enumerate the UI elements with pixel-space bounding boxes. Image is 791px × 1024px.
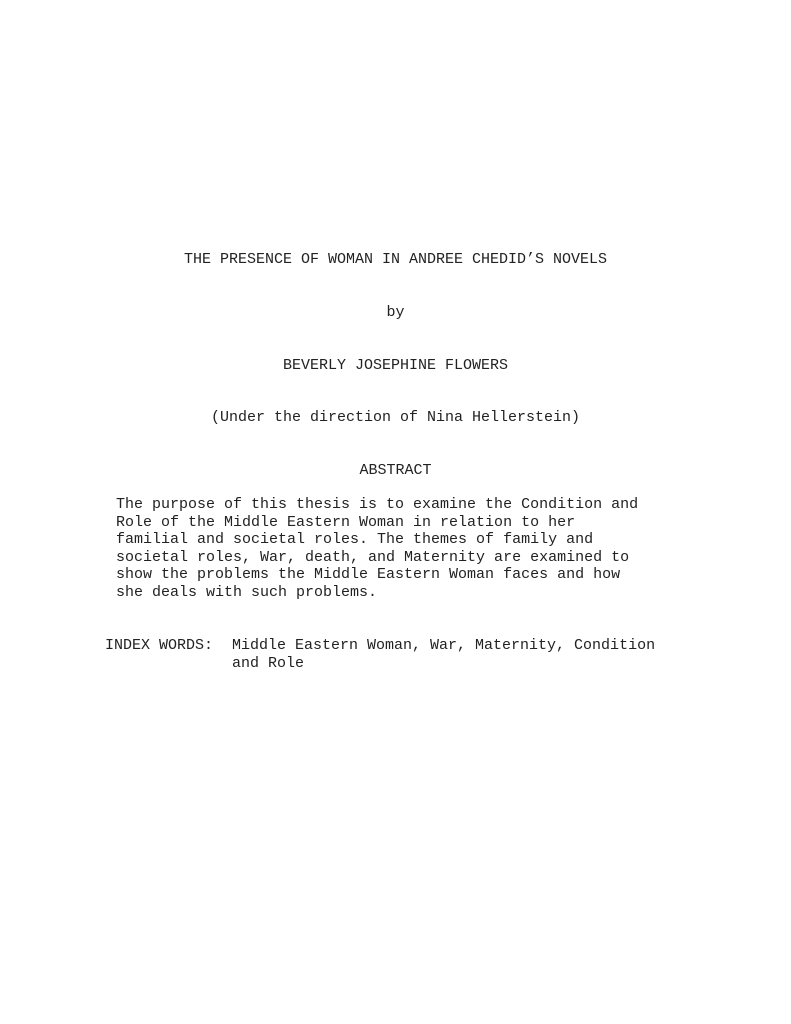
abstract-heading: ABSTRACT bbox=[359, 462, 432, 479]
abstract-line: familial and societal roles. The themes of family and bbox=[116, 531, 594, 549]
thesis-title: THE PRESENCE OF WOMAN IN ANDREE CHEDID’S NOVELS bbox=[183, 251, 608, 268]
abstract-line: The purpose of this thesis is to examine the Condition and bbox=[116, 496, 639, 513]
abstract-body bbox=[116, 496, 686, 602]
index-words-line: and Role bbox=[232, 655, 305, 672]
abstract-line: societal roles, War, death, and Maternity are examined to bbox=[116, 548, 630, 566]
abstract-line: she deals with such problems. bbox=[116, 583, 378, 601]
by-line: by bbox=[386, 304, 405, 321]
abstract-line: show the problems the Middle Eastern Woman faces and how bbox=[116, 566, 621, 584]
index-words-list bbox=[232, 637, 692, 673]
direction-line: (Under the direction of Nina Hellerstein) bbox=[210, 409, 581, 426]
index-words-label: INDEX WORDS: bbox=[105, 637, 214, 654]
abstract-line: Role of the Middle Eastern Woman in relation to her bbox=[116, 513, 576, 531]
author-name: BEVERLY JOSEPHINE FLOWERS bbox=[282, 357, 509, 374]
index-words-line: Middle Eastern Woman, War, Maternity, Condition bbox=[232, 637, 656, 654]
